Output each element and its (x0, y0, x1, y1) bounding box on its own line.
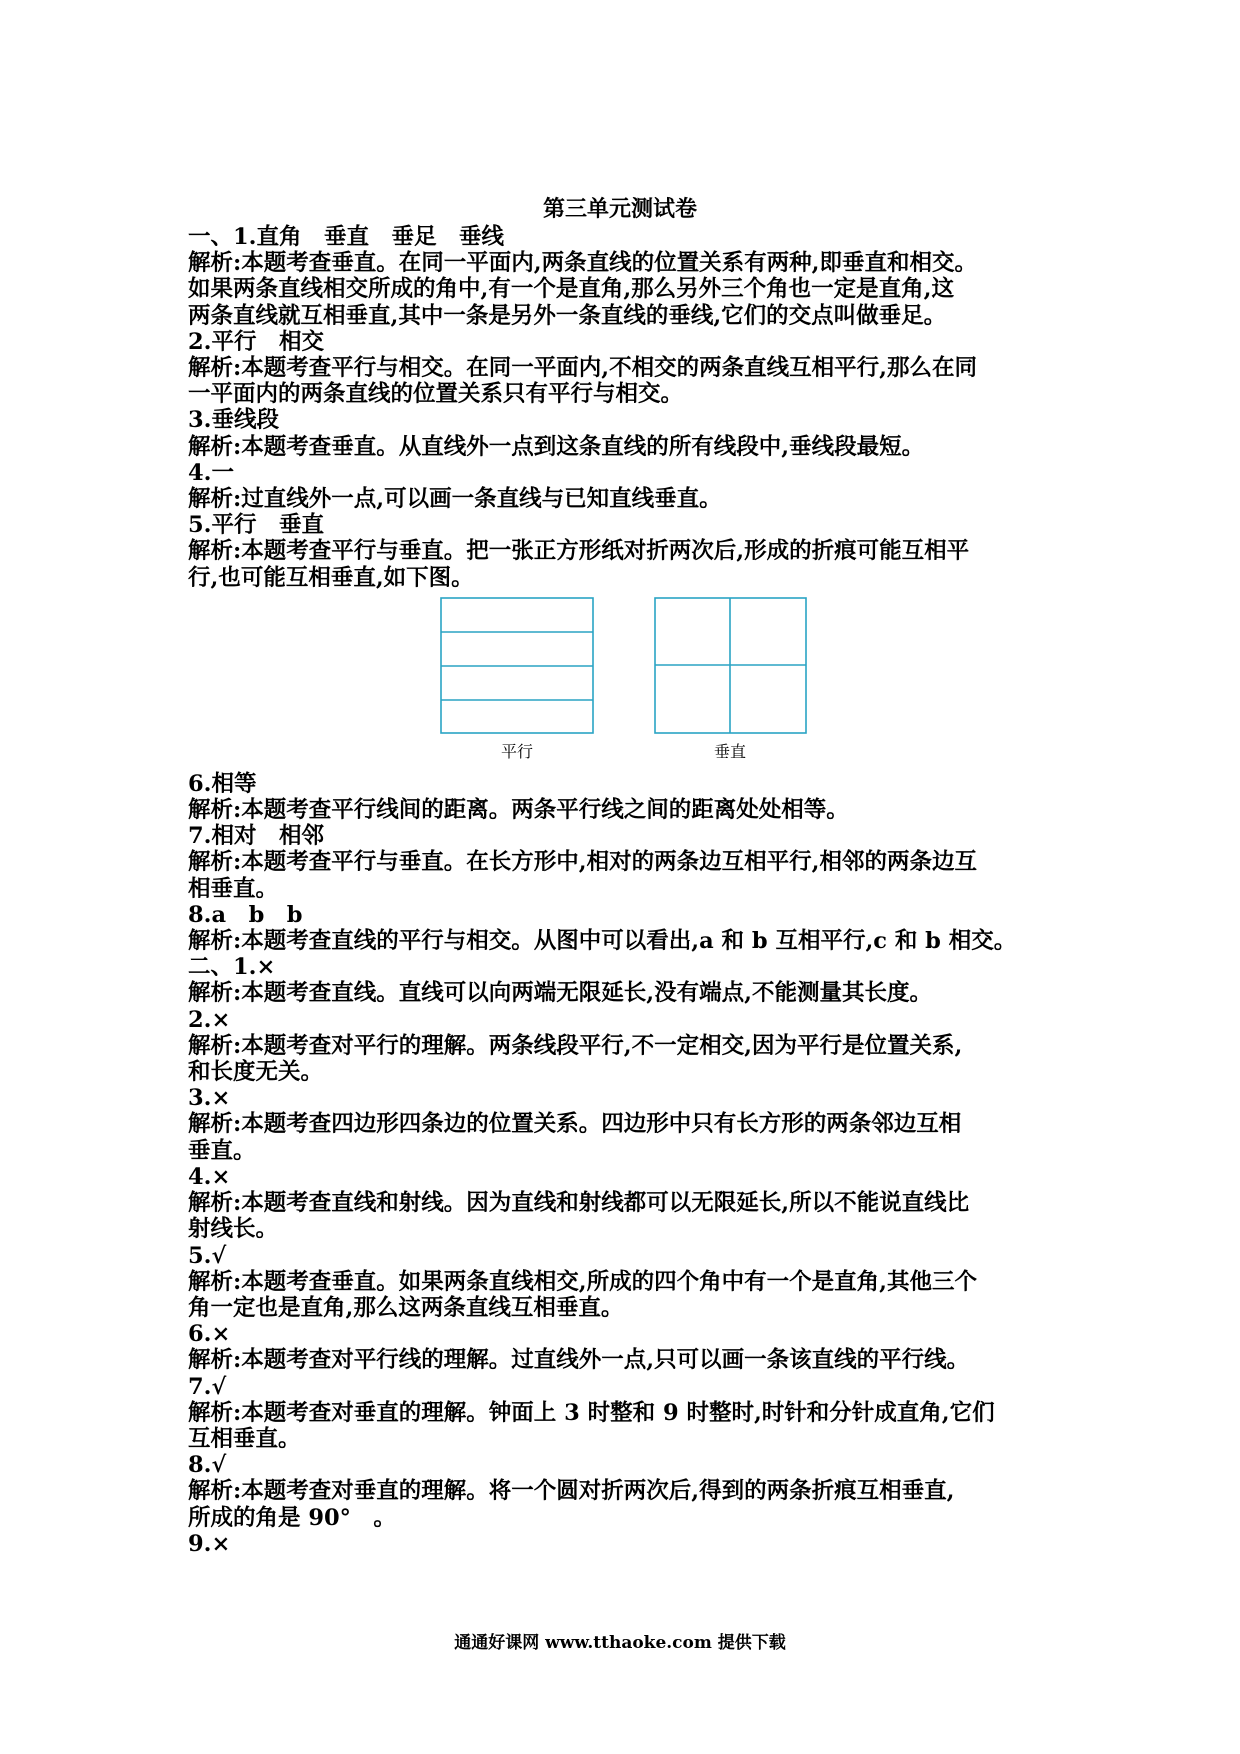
text-line: 一、1.直角 垂直 垂足 垂线 (188, 224, 504, 250)
text-line: 6.相等 (188, 770, 257, 797)
text-line: 解析:本题考查对垂直的理解。钟面上 3 时整和 9 时整时,时针和分针成直角,它们 (188, 1399, 995, 1426)
page-title: 第三单元测试卷 (542, 196, 697, 222)
text-line: 8.a b b (188, 901, 303, 928)
text-line: 两条直线就互相垂直,其中一条是另外一条直线的垂线,它们的交点叫做垂足。 (188, 302, 947, 329)
text-line: 5.√ (188, 1242, 227, 1269)
text-line: 二、1.× (188, 954, 276, 981)
text-line: 解析:本题考查垂直。在同一平面内,两条直线的位置关系有两种,即垂直和相交。 (188, 250, 977, 277)
text-line: 解析:本题考查直线的平行与相交。从图中可以看出,a 和 b 互相平行,c 和 b 相交。 (188, 928, 1017, 955)
text-line: 9.× (188, 1530, 231, 1557)
text-line: 解析:本题考查直线。直线可以向两端无限延长,没有端点,不能测量其长度。 (188, 980, 932, 1007)
text-line: 射线长。 (188, 1216, 279, 1243)
text-line: 互相垂直。 (188, 1425, 301, 1452)
text-line: 垂直。 (188, 1137, 256, 1164)
text-line: 3.垂线段 (188, 407, 279, 434)
fold-diagram-svg (188, 591, 1068, 771)
text-line: 2.× (188, 1006, 231, 1033)
text-line: 一平面内的两条直线的位置关系只有平行与相交。 (188, 381, 684, 408)
text-line: 解析:本题考查平行线间的距离。两条平行线之间的距离处处相等。 (188, 797, 849, 824)
text-line: 解析:本题考查平行与垂直。把一张正方形纸对折两次后,形成的折痕可能互相平 (188, 538, 970, 565)
text-line: 4.一 (188, 459, 234, 486)
text-line: 解析:过直线外一点,可以画一条直线与已知直线垂直。 (188, 486, 722, 513)
text-line: 解析:本题考查对垂直的理解。将一个圆对折两次后,得到的两条折痕互相垂直, (188, 1478, 955, 1505)
text-line: 解析:本题考查直线和射线。因为直线和射线都可以无限延长,所以不能说直线比 (188, 1190, 970, 1217)
text-line: 解析:本题考查垂直。如果两条直线相交,所成的四个角中有一个是直角,其他三个 (188, 1268, 977, 1295)
text-line: 7.√ (188, 1373, 227, 1400)
text-line: 相垂直。 (188, 875, 279, 902)
text-line: 解析:本题考查垂直。从直线外一点到这条直线的所有线段中,垂线段最短。 (188, 433, 925, 460)
text-line: 解析:本题考查平行与垂直。在长方形中,相对的两条边互相平行,相邻的两条边互 (188, 849, 977, 876)
text-line: 解析:本题考查平行与相交。在同一平面内,不相交的两条直线互相平行,那么在同 (188, 355, 977, 382)
parallel-square (441, 598, 593, 733)
text-line: 所成的角是 90° 。 (188, 1504, 396, 1531)
section-after-figure (188, 771, 1068, 1557)
text-line: 和长度无关。 (188, 1059, 324, 1086)
text-line: 解析:本题考查对平行的理解。两条线段平行,不一定相交,因为平行是位置关系, (188, 1032, 963, 1059)
text-line: 如果两条直线相交所成的角中,有一个是直角,那么另外三个角也一定是直角,这 (188, 276, 955, 303)
parallel-label: 平行 (500, 741, 534, 761)
text-line: 6.× (188, 1321, 231, 1348)
footer-download-note: 通通好课网 www.tthaoke.com 提供下载 (454, 1633, 786, 1653)
text-line: 7.相对 相邻 (188, 823, 324, 850)
text-line: 解析:本题考查对平行线的理解。过直线外一点,只可以画一条该直线的平行线。 (188, 1347, 970, 1374)
perpendicular-square (655, 598, 806, 733)
text-line: 角一定也是直角,那么这两条直线互相垂直。 (188, 1294, 624, 1321)
text-line: 5.平行 垂直 (188, 512, 324, 539)
text-line: 解析:本题考查四边形四条边的位置关系。四边形中只有长方形的两条邻边互相 (188, 1111, 962, 1138)
perpendicular-label: 垂直 (713, 741, 747, 761)
text-line: 3.× (188, 1085, 231, 1112)
text-line: 4.× (188, 1163, 231, 1190)
text-line: 8.√ (188, 1452, 227, 1479)
answer-content (188, 224, 1068, 1557)
text-line: 行,也可能互相垂直,如下图。 (188, 564, 474, 591)
text-line: 2.平行 相交 (188, 328, 324, 355)
section-before-figure (188, 224, 1068, 591)
fold-diagram (188, 591, 1068, 771)
